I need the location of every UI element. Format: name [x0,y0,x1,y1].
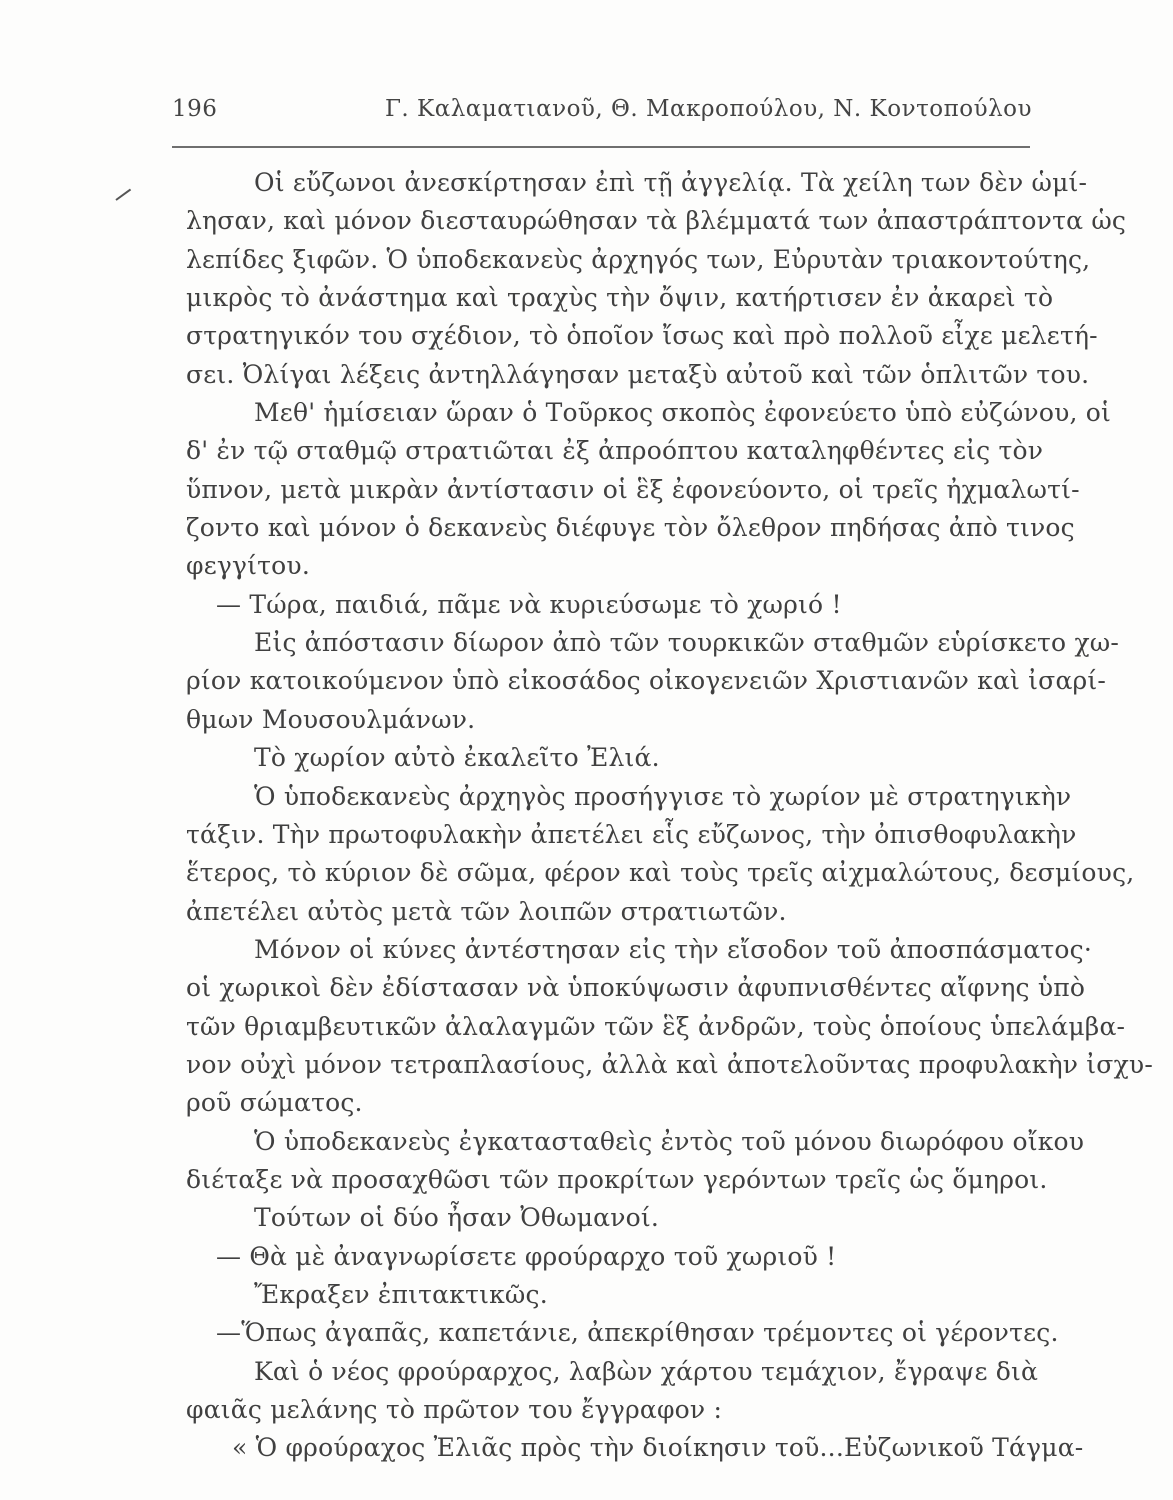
text-line: μικρὸς τὸ ἀνάστημα καὶ τραχὺς τὴν ὄψιν, κατήρτισεν ἐν ἀκαρεὶ τὸ [186,283,1054,313]
dialogue-line: —Ὅπως ἀγαπᾶς, καπετάνιε, ἀπεκρίθησαν τρέμοντες οἱ γέροντες. [216,1318,1059,1348]
dialogue-line: — Θὰ μὲ ἀναγνωρίσετε φρούραρχο τοῦ χωριοῦ ! [216,1241,837,1271]
text-line: στρατηγικόν του σχέδιον, τὸ ὁποῖον ἴσως καὶ πρὸ πολλοῦ εἶχε μελετή- [186,321,1098,351]
text-line: λησαν, καὶ μόνον διεσταυρώθησαν τὰ βλέμματά των ἀπαστράπτοντα ὡς [186,206,1127,236]
page-number: 196 [172,96,218,122]
text-line: Τούτων οἱ δύο ἦσαν Ὀθωμανοί. [254,1203,660,1233]
text-line: σει. Ὀλίγαι λέξεις ἀντηλλάγησαν μεταξὺ αὐτοῦ καὶ τῶν ὁπλιτῶν του. [186,359,1090,389]
text-line: ρίον κατοικούμενον ὑπὸ εἰκοσάδος οἰκογενειῶν Χριστιανῶν καὶ ἰσαρί- [186,666,1107,696]
text-line: Τὸ χωρίον αὐτὸ ἐκαλεῖτο Ἐλιά. [254,743,660,773]
dialogue-line: — Τώρα, παιδιά, πᾶμε νὰ κυριεύσωμε τὸ χωριό ! [216,589,842,619]
text-line: ροῦ σώματος. [186,1088,363,1118]
text-line: λεπίδες ξιφῶν. Ὁ ὑποδεκανεὺς ἀρχηγός των, Εὐρυτὰν τριακοντούτης, [186,244,1091,274]
header-rule [172,146,1030,148]
text-line: Εἰς ἀπόστασιν δίωρον ἀπὸ τῶν τουρκικῶν σταθμῶν εὑρίσκετο χω- [254,628,1120,658]
text-line: Μόνον οἱ κύνες ἀντέστησαν εἰς τὴν εἴσοδον τοῦ ἀποσπάσματος· [254,934,1092,964]
margin-pen-mark [115,189,131,201]
text-line: Ὁ ὑποδεκανεὺς ἀρχηγὸς προσήγγισε τὸ χωρίον μὲ στρατηγικὴν [254,781,1072,811]
running-head-authors: Γ. Καλαματιανοῦ, Θ. Μακροπούλου, Ν. Κοντοπούλου [384,96,1032,122]
text-line: τῶν θριαμβευτικῶν ἀλαλαγμῶν τῶν ἓξ ἀνδρῶν, τοὺς ὁποίους ὑπελάμβα- [186,1011,1126,1041]
text-line: ἀπετέλει αὐτὸς μετὰ τῶν λοιπῶν στρατιωτῶν. [186,896,787,926]
text-line: Μεθ' ἡμίσειαν ὥραν ὁ Τοῦρκος σκοπὸς ἐφονεύετο ὑπὸ εὐζώνου, οἱ [254,398,1112,428]
text-line: ὕπνον, μετὰ μικρὰν ἀντίστασιν οἱ ἓξ ἐφονεύοντο, οἱ τρεῖς ἠχμαλωτί- [186,474,1080,504]
text-line: θμων Μουσουλμάνων. [186,704,476,734]
text-line: φαιᾶς μελάνης τὸ πρῶτον του ἔγγραφον : [186,1395,723,1424]
text-line: φεγγίτου. [186,551,310,581]
text-line: Καὶ ὁ νέος φρούραρχος, λαβὼν χάρτου τεμάχιον, ἔγραψε διὰ [254,1356,1039,1386]
text-line: Οἱ εὔζωνοι ἀνεσκίρτησαν ἐπὶ τῇ ἀγγελίᾳ. Τὰ χείλη των δὲν ὡμί- [254,168,1088,197]
text-line: Ἔκραξεν ἐπιτακτικῶς. [254,1279,548,1309]
text-line: νον οὐχὶ μόνον τετραπλασίους, ἀλλὰ καὶ ἀποτελοῦντας προφυλακὴν ἰσχυ- [186,1049,1153,1079]
text-line: δ' ἐν τῷ σταθμῷ στρατιῶται ἐξ ἀπροόπτου καταληφθέντες εἰς τὸν [186,436,1044,466]
text-line: ἕτερος, τὸ κύριον δὲ σῶμα, φέρον καὶ τοὺς τρεῖς αἰχμαλώτους, δεσμίους, [186,858,1135,888]
text-line: Ὁ ὑποδεκανεὺς ἐγκατασταθεὶς ἐντὸς τοῦ μόνου διωρόφου οἴκου [254,1126,1085,1156]
text-line: οἱ χωρικοὶ δὲν ἐδίστασαν νὰ ὑποκύψωσιν ἀφυπνισθέντες αἴφνης ὑπὸ [186,973,1086,1003]
text-line: διέταξε νὰ προσαχθῶσι τῶν προκρίτων γερόντων τρεῖς ὡς ὅμηροι. [186,1164,1048,1194]
page-header [172,96,1032,130]
text-line: ζοντο καὶ μόνον ὁ δεκανεὺς διέφυγε τὸν ὄλεθρον πηδήσας ἀπὸ τινος [186,513,1075,543]
text-line: τάξιν. Τὴν πρωτοφυλακὴν ἀπετέλει εἷς εὔζωνος, τὴν ὀπισθοφυλακὴν [186,819,1077,849]
body-text [186,164,1153,1468]
quote-line: « Ὁ φρούραχος Ἐλιᾶς πρὸς τὴν διοίκησιν τοῦ...Εὐζωνικοῦ Τάγμα- [232,1433,1084,1463]
